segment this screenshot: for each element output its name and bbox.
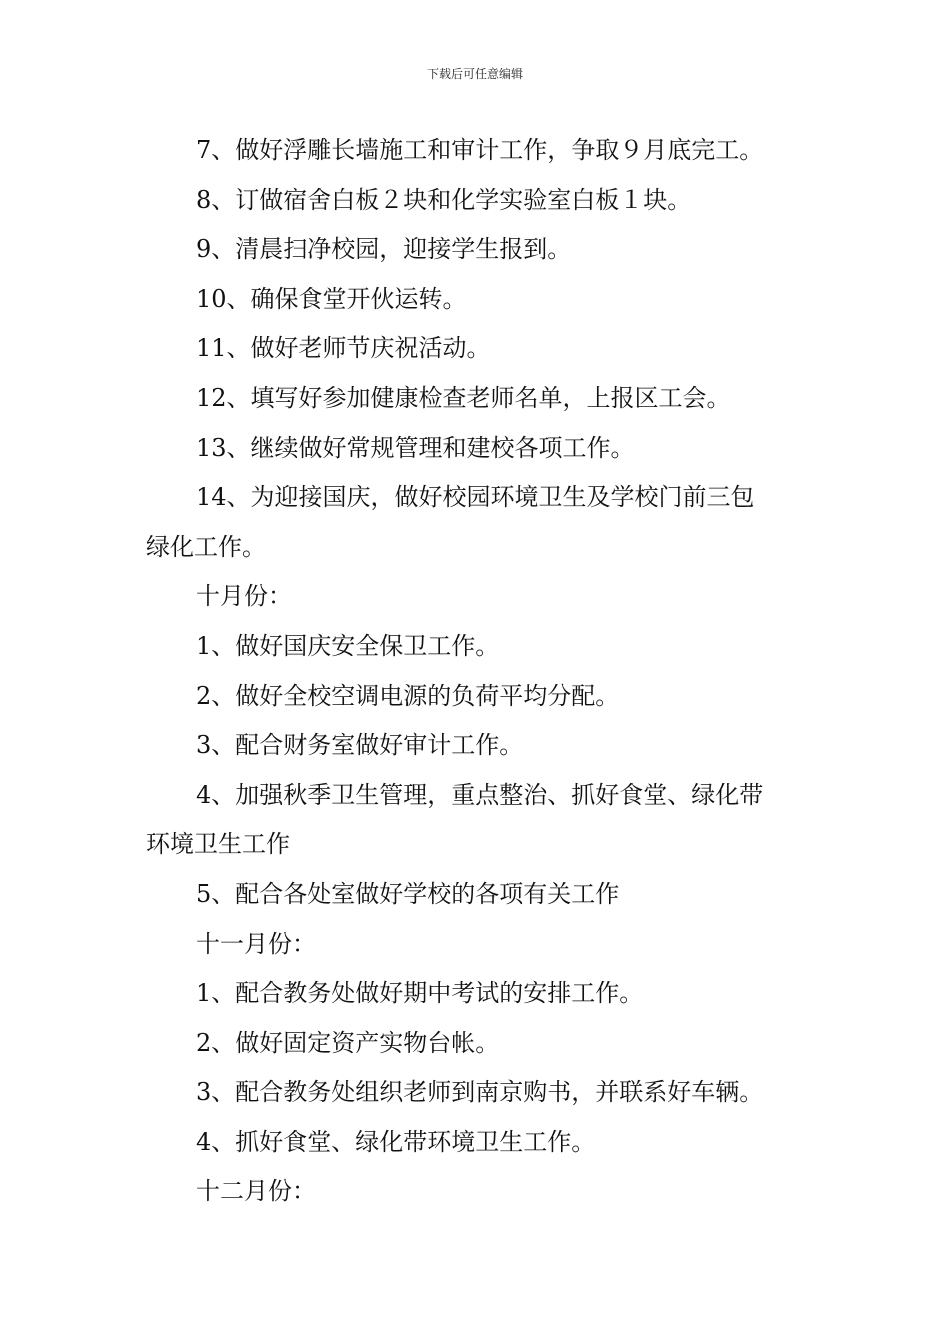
text-line: 2、做好全校空调电源的负荷平均分配。 [196, 681, 620, 710]
text-line: 13、继续做好常规管理和建校各项工作。 [196, 433, 635, 462]
text-line: 十二月份： [196, 1177, 316, 1206]
text-line: 3、配合财务室做好审计工作。 [196, 731, 524, 760]
text-line: 5、配合各处室做好学校的各项有关工作 [196, 879, 620, 908]
text-line: 绿化工作。 [146, 532, 266, 561]
text-line: 11、做好老师节庆祝活动。 [196, 334, 491, 363]
text-line: 4、加强秋季卫生管理，重点整治、抓好食堂、绿化带 [196, 780, 764, 809]
text-line: 十月份： [196, 582, 292, 611]
text-line: 1、配合教务处做好期中考试的安排工作。 [196, 979, 644, 1008]
text-line: 2、做好固定资产实物台帐。 [196, 1028, 500, 1057]
page-header: 下载后可任意编辑 [426, 67, 523, 81]
document-body [146, 126, 810, 1217]
text-line: 8、订做宿舍白板２块和化学实验室白板１块。 [196, 185, 692, 214]
text-line: 3、配合教务处组织老师到南京购书，并联系好车辆。 [196, 1078, 764, 1107]
text-line: 9、清晨扫净校园，迎接学生报到。 [196, 235, 572, 264]
text-line: 14、为迎接国庆，做好校园环境卫生及学校门前三包 [196, 483, 755, 512]
text-line: 1、做好国庆安全保卫工作。 [196, 631, 500, 660]
text-line: 4、抓好食堂、绿化带环境卫生工作。 [196, 1127, 596, 1156]
text-line: 7、做好浮雕长墙施工和审计工作，争取９月底完工。 [196, 136, 764, 164]
text-line: 10、确保食堂开伙运转。 [196, 284, 467, 313]
text-line: 环境卫生工作 [146, 830, 290, 859]
text-line: 12、填写好参加健康检查老师名单，上报区工会。 [196, 383, 731, 412]
text-line: 十一月份： [196, 929, 316, 958]
